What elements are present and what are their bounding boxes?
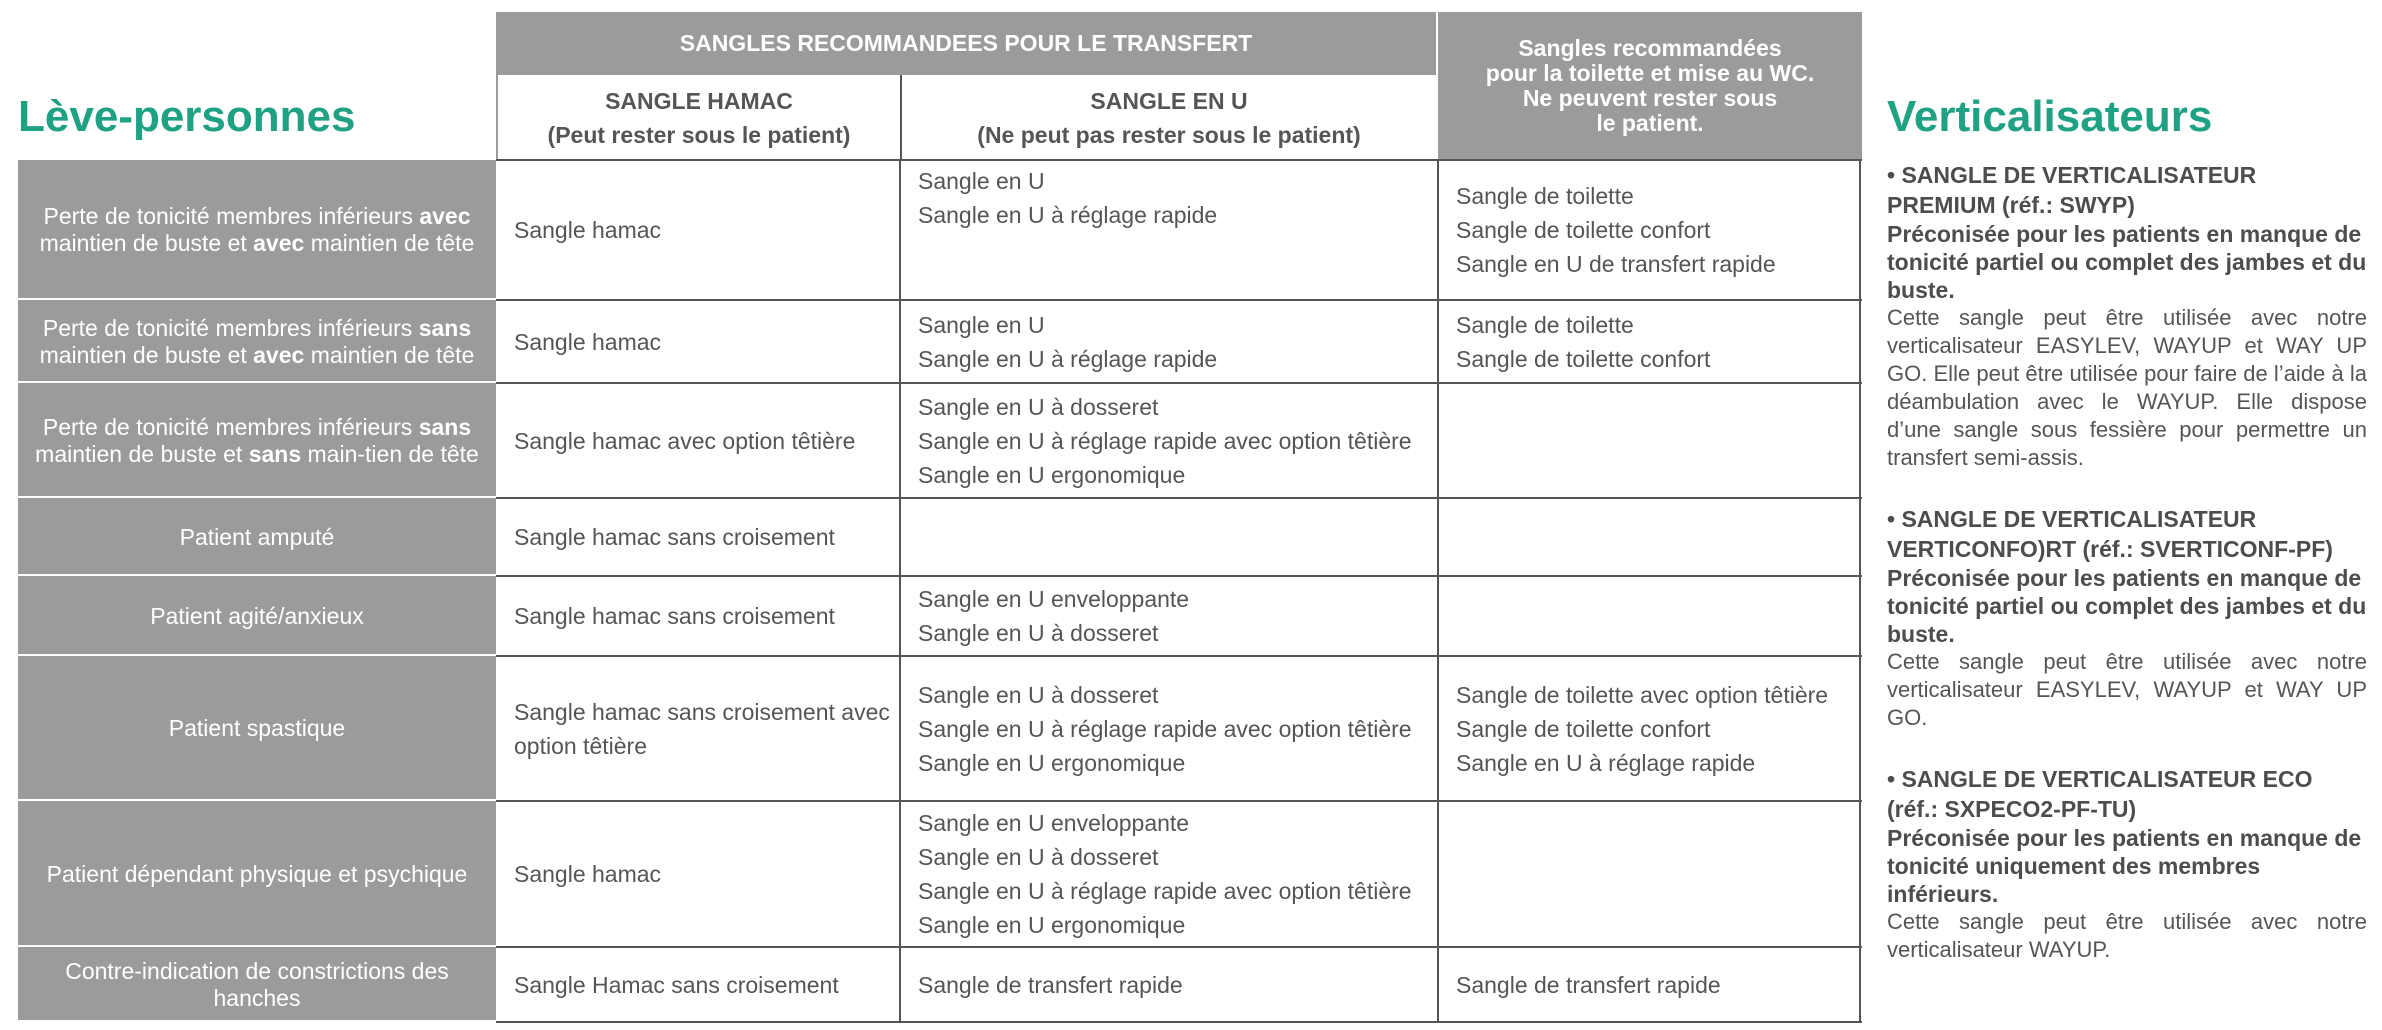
sling-item: Sangle de toilette avec option têtière xyxy=(1456,681,1829,708)
u-header-title: SANGLE EN U xyxy=(1090,87,1248,114)
row-label-fragment: Contre-indication de constrictions des hanches xyxy=(65,957,449,1011)
hamac-header-subtitle: (Peut rester sous le patient) xyxy=(547,121,851,148)
row-label-text xyxy=(169,715,345,742)
hamac-cell xyxy=(496,801,900,947)
sling-item: Sangle en U enveloppante xyxy=(918,810,1190,836)
row-separator xyxy=(496,1021,1862,1023)
row-label xyxy=(18,383,496,498)
row-label-emphasis: sans xyxy=(418,413,472,440)
hamac-header-title: SANGLE HAMAC xyxy=(605,87,793,114)
toilet-header-line: le patient. xyxy=(1596,110,1704,136)
row-label-emphasis: avec xyxy=(253,230,305,256)
sling-title: • SANGLE DE VERTICALISATEUR ECO (réf.: SXPECO2-PF-TU) xyxy=(1887,766,2313,822)
row-label-fragment: maintien de buste et xyxy=(39,341,254,368)
row-label-text xyxy=(22,315,492,369)
u-cell xyxy=(900,801,1438,947)
row-label-emphasis: sans xyxy=(248,440,302,467)
sling-description: Cette sangle peut être utilisée avec notre verticalisateur EASYLEV, WAYUP et WAY UP GO. Elle peut être utilisée pour faire de l’aide à la déambulation avec le WAYUP. Elle dispose d’une sangle sous fessière pour permettre un transfert semi-assis. xyxy=(1887,305,2367,470)
row-label-fragment: maintien de tête xyxy=(304,230,475,256)
sling-item: Sangle en U à réglage rapide xyxy=(1456,749,1756,776)
row-label-text xyxy=(22,414,492,468)
sling-item: Sangle de transfert rapide xyxy=(918,971,1183,998)
u-cell xyxy=(900,498,1438,576)
left-title: Lève-personnes xyxy=(18,92,356,141)
row-label xyxy=(18,801,496,947)
toilet-cell xyxy=(1438,947,1862,1022)
row-label xyxy=(18,656,496,801)
sling-block xyxy=(1887,764,2367,964)
sling-item: Sangle en U à réglage rapide avec option têtière xyxy=(918,878,1412,904)
sling-item: Sangle de toilette confort xyxy=(1456,715,1711,742)
toilet-cell xyxy=(1438,498,1862,576)
hamac-cell xyxy=(496,656,900,801)
row-label-fragment: Perte de tonicité membres inférieurs xyxy=(42,314,419,341)
row-label-emphasis: avec xyxy=(419,203,471,229)
u-cell xyxy=(900,947,1438,1022)
sling-recommendation: Préconisée pour les patients en manque de tonicité uniquement des membres inférieurs. xyxy=(1887,825,2362,907)
sling-item: Sangle hamac xyxy=(514,861,662,887)
toilet-cell xyxy=(1438,801,1862,947)
u-header-subtitle: (Ne peut pas rester sous le patient) xyxy=(977,121,1361,148)
toilet-header-line: Ne peuvent rester sous xyxy=(1522,85,1778,111)
column-divider xyxy=(1437,160,1439,1022)
sling-recommendation: Préconisée pour les patients en manque de tonicité partiel ou complet des jambes et du buste. xyxy=(1887,221,2367,303)
sling-item: Sangle hamac xyxy=(514,328,662,355)
sling-item: Sangle en U xyxy=(918,311,1045,338)
sling-item: Sangle de transfert rapide xyxy=(1456,971,1721,998)
u-cell xyxy=(900,300,1438,383)
sling-item: Sangle de toilette xyxy=(1456,311,1634,338)
row-label-fragment: Patient dépendant physique et psychique xyxy=(46,860,468,887)
row-label-text xyxy=(150,603,364,630)
sling-item: Sangle en U ergonomique xyxy=(918,749,1186,776)
sling-item: Sangle en U à dosseret xyxy=(918,844,1159,870)
toilet-cell xyxy=(1438,383,1862,498)
hamac-cell xyxy=(496,300,900,383)
row-label-text xyxy=(22,958,492,1012)
row-label-text xyxy=(180,524,335,551)
sling-item: Sangle en U à réglage rapide avec option têtière xyxy=(918,427,1412,454)
hamac-cell xyxy=(496,498,900,576)
row-label xyxy=(18,300,496,383)
sling-description: Cette sangle peut être utilisée avec notre verticalisateur EASYLEV, WAYUP et WAY UP GO. xyxy=(1887,649,2367,730)
hamac-cell xyxy=(496,576,900,656)
sling-item: Sangle hamac avec option têtière xyxy=(514,427,856,454)
label-separator xyxy=(18,1020,496,1023)
sling-item: Sangle en U à réglage rapide xyxy=(918,202,1218,228)
row-label-fragment: Perte de tonicité membres inférieurs xyxy=(43,203,420,229)
row-label-fragment: Patient amputé xyxy=(179,523,335,550)
sling-title: • SANGLE DE VERTICALISATEUR VERTICONFO)RT (réf.: SVERTICONF-PF) xyxy=(1887,506,2333,562)
toilet-cell xyxy=(1438,300,1862,383)
row-label xyxy=(18,160,496,300)
row-label xyxy=(18,947,496,1022)
u-cell xyxy=(900,656,1438,801)
sling-item: Sangle de toilette confort xyxy=(1456,217,1711,243)
toilet-header-line: Sangles recommandées xyxy=(1518,35,1782,61)
sling-item: Sangle en U à dosseret xyxy=(918,620,1159,646)
sling-item: Sangle en U xyxy=(918,168,1045,194)
row-label-fragment: maintien de tête xyxy=(304,341,475,368)
sling-item: Sangle de toilette confort xyxy=(1456,345,1711,372)
sling-item: Sangle hamac xyxy=(514,217,662,243)
toilet-cell xyxy=(1438,576,1862,656)
row-label-text xyxy=(47,861,468,888)
sling-item: Sangle hamac sans croisement xyxy=(514,524,835,550)
sling-item: Sangle hamac sans croisement xyxy=(514,603,835,629)
row-label-fragment: maintien de buste et xyxy=(39,230,254,256)
toilet-header-line: pour la toilette et mise au WC. xyxy=(1485,60,1815,86)
sling-item: Sangle Hamac sans croisement xyxy=(514,971,839,998)
row-label-text xyxy=(22,203,492,257)
u-cell xyxy=(900,383,1438,498)
column-divider xyxy=(899,160,901,1022)
sling-recommendation: Préconisée pour les patients en manque de tonicité partiel ou complet des jambes et du buste. xyxy=(1887,565,2367,647)
hamac-cell xyxy=(496,947,900,1022)
u-cell xyxy=(900,160,1438,300)
header-divider xyxy=(900,75,902,160)
right-title: Verticalisateurs xyxy=(1887,92,2213,141)
sling-table xyxy=(18,160,1862,1022)
row-label-fragment: maintien de buste et xyxy=(35,440,249,467)
sling-item: Sangle de toilette xyxy=(1456,183,1634,209)
sling-title: • SANGLE DE VERTICALISATEUR PREMIUM (réf.: SWYP) xyxy=(1887,162,2257,218)
row-label-fragment: main-tien de tête xyxy=(301,440,479,467)
transfer-header: SANGLES RECOMMANDEES POUR LE TRANSFERT xyxy=(496,12,1436,75)
sling-item: Sangle en U de transfert rapide xyxy=(1456,251,1776,277)
verticalisateurs-panel xyxy=(1887,160,2367,996)
sling-item: Sangle en U enveloppante xyxy=(918,586,1190,612)
sling-item: Sangle en U à réglage rapide xyxy=(918,345,1218,372)
sling-block xyxy=(1887,160,2367,472)
toilet-column-header xyxy=(1438,12,1862,160)
row-label-fragment: Patient spastique xyxy=(168,715,346,741)
hamac-cell xyxy=(496,160,900,300)
sling-item: Sangle hamac sans croisement avec option têtière xyxy=(514,698,890,759)
sling-item: Sangle en U à réglage rapide avec option têtière xyxy=(918,715,1412,742)
hamac-cell xyxy=(496,383,900,498)
toilet-cell xyxy=(1438,160,1862,300)
row-label xyxy=(18,576,496,656)
column-divider xyxy=(1859,160,1861,1022)
row-label-emphasis: sans xyxy=(418,314,472,341)
toilet-cell xyxy=(1438,656,1862,801)
sling-description: Cette sangle peut être utilisée avec notre verticalisateur WAYUP. xyxy=(1887,909,2367,962)
sling-block xyxy=(1887,504,2367,732)
hamac-column-header xyxy=(496,75,900,160)
row-label xyxy=(18,498,496,576)
sling-item: Sangle en U ergonomique xyxy=(918,461,1186,488)
row-label-fragment: Patient agité/anxieux xyxy=(150,602,364,629)
table-top-border xyxy=(496,159,1862,161)
row-label-emphasis: avec xyxy=(253,341,305,368)
u-column-header xyxy=(900,75,1436,160)
sling-item: Sangle en U à dosseret xyxy=(918,681,1159,708)
u-cell xyxy=(900,576,1438,656)
sling-item: Sangle en U à dosseret xyxy=(918,393,1159,420)
sling-item: Sangle en U ergonomique xyxy=(918,912,1186,938)
row-label-fragment: Perte de tonicité membres inférieurs xyxy=(42,413,419,440)
